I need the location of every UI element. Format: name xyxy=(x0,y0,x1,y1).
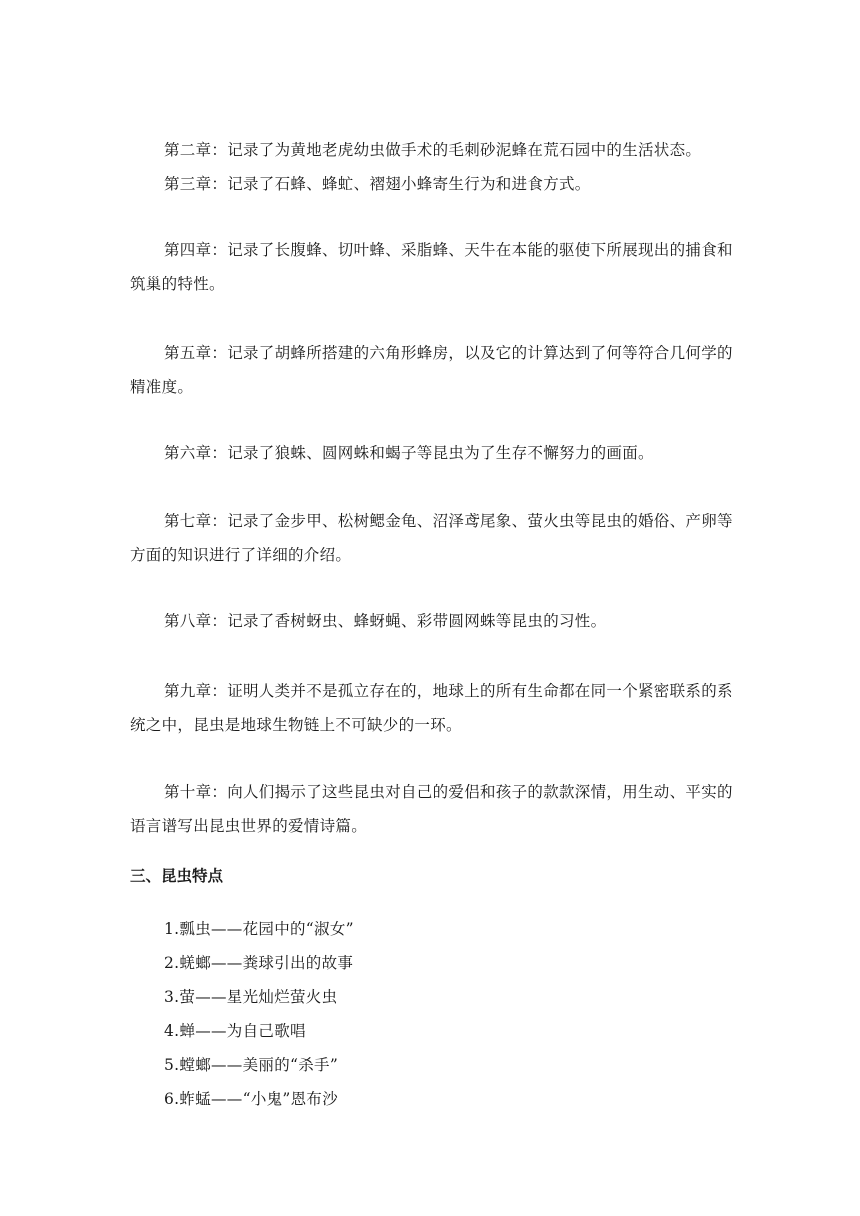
list-item: 5.螳螂——美丽的“杀手” xyxy=(164,1056,339,1074)
paragraph-chapter-7: 第七章：记录了金步甲、松树鳃金龟、沼泽鸢尾象、萤火虫等昆虫的婚俗、产卵等方面的知识进行了详细的介绍。 xyxy=(130,512,733,564)
paragraph-chapter-6: 第六章：记录了狼蛛、圆网蛛和蝎子等昆虫为了生存不懈努力的画面。 xyxy=(164,444,654,462)
list-item: 1.瓢虫——花园中的“淑女” xyxy=(164,920,354,938)
list-item: 6.蚱蜢——“小鬼”恩布沙 xyxy=(164,1090,339,1108)
paragraph-chapter-9: 第九章：证明人类并不是孤立存在的，地球上的所有生命都在同一个紧密联系的系统之中，昆虫是地球生物链上不可缺少的一环。 xyxy=(130,682,733,734)
insect-list xyxy=(164,912,354,1116)
paragraph-chapter-2: 第二章：记录了为黄地老虎幼虫做手术的毛刺砂泥蜂在荒石园中的生活状态。 xyxy=(164,141,702,159)
paragraph-chapter-10: 第十章：向人们揭示了这些昆虫对自己的爱侣和孩子的款款深情，用生动、平实的语言谱写出昆虫世界的爱情诗篇。 xyxy=(130,783,733,835)
list-item: 2.蜣螂——粪球引出的故事 xyxy=(164,954,354,972)
list-item: 4.蝉——为自己歌唱 xyxy=(164,1022,306,1040)
section-heading: 三、昆虫特点 xyxy=(130,867,224,885)
paragraph-chapter-3: 第三章：记录了石蜂、蜂虻、褶翅小蜂寄生行为和进食方式。 xyxy=(164,175,591,193)
paragraph-chapter-4: 第四章：记录了长腹蜂、切叶蜂、采脂蜂、天牛在本能的驱使下所展现出的捕食和筑巢的特性。 xyxy=(130,241,733,293)
list-item: 3.萤——星光灿烂萤火虫 xyxy=(164,988,338,1006)
paragraph-chapter-5: 第五章：记录了胡蜂所搭建的六角形蜂房，以及它的计算达到了何等符合几何学的精准度。 xyxy=(130,344,733,396)
paragraph-chapter-8: 第八章：记录了香树蚜虫、蜂蚜蝇、彩带圆网蛛等昆虫的习性。 xyxy=(164,612,607,630)
